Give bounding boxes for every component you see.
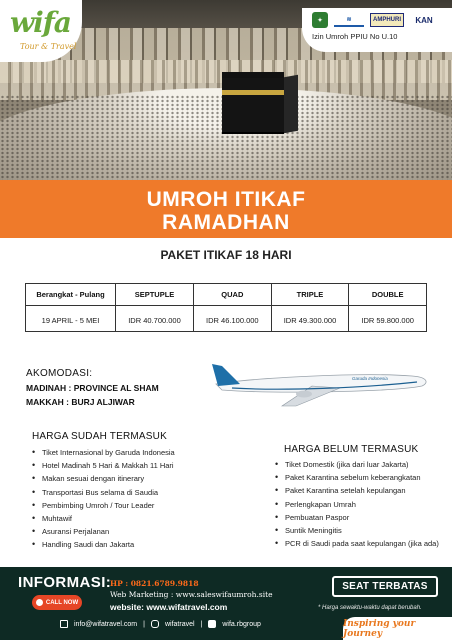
- list-item: • Paket Karantina sebelum keberangkatan: [275, 471, 439, 484]
- list-item: • Tiket Domestik (jika dari luar Jakarta): [275, 458, 439, 471]
- list-item: • Pembuatan Paspor: [275, 511, 439, 524]
- header-quad: QUAD: [194, 284, 272, 306]
- airplane-livery-label: Garuda Indonesia: [352, 376, 388, 381]
- cell-double-price: IDR 59.800.000: [349, 310, 427, 332]
- cell-triple-price: IDR 49.300.000: [271, 310, 349, 332]
- accommodation-makkah: MAKKAH : BURJ ALJIWAR: [26, 397, 135, 407]
- seat-terbatas-button[interactable]: SEAT TERBATAS: [332, 576, 438, 597]
- info-heading: INFORMASI:: [18, 574, 112, 591]
- list-item: • Handling Saudi dan Jakarta: [32, 538, 175, 551]
- kan-badge: KAN: [415, 15, 433, 25]
- badge-row: [312, 12, 438, 28]
- facebook-icon: [208, 620, 216, 628]
- website-link[interactable]: website: www.wifatravel.com: [110, 602, 228, 612]
- accommodation-madinah: MADINAH : PROVINCE AL SHAM: [26, 383, 159, 393]
- list-item: • Muhtawif: [32, 512, 175, 525]
- list-item: • Suntik Meningitis: [275, 524, 439, 537]
- airplane-image: [212, 358, 432, 410]
- license-text: Izin Umroh PPIU No U.10: [312, 32, 398, 41]
- certification-badges: [302, 8, 452, 52]
- contact-row: [60, 620, 261, 628]
- cell-septuple-price: IDR 40.700.000: [116, 310, 194, 332]
- table-row: [26, 310, 427, 332]
- facebook-link[interactable]: wifa.rbgroup: [222, 620, 261, 628]
- list-item: • Paket Karantina setelah kepulangan: [275, 484, 439, 497]
- header-triple: TRIPLE: [271, 284, 349, 306]
- tagline: Inspiring your Journey: [343, 617, 452, 640]
- separator: |: [143, 620, 145, 628]
- list-item: • Makan sesuai dengan itinerary: [32, 472, 175, 485]
- airplane-engine: [296, 391, 312, 398]
- excluded-list: [275, 458, 439, 550]
- header-double: DOUBLE: [349, 284, 427, 306]
- email-link[interactable]: info@wifatravel.com: [74, 620, 138, 628]
- list-item: • Asuransi Perjalanan: [32, 525, 175, 538]
- title-line-1: UMROH ITIKAF: [146, 188, 306, 211]
- web-marketing-link[interactable]: Web Marketing : www.saleswifaumroh.site: [110, 590, 273, 599]
- list-item: • Perlengkapan Umrah: [275, 498, 439, 511]
- cell-dates: 19 APRIL - 5 MEI: [26, 310, 116, 332]
- title-line-2: RAMADHAN: [162, 211, 290, 234]
- list-item: • PCR di Saudi pada saat kepulangan (jika ada): [275, 537, 439, 550]
- kemenag-logo-icon: ✦: [312, 12, 328, 28]
- included-list: [32, 446, 175, 552]
- separator: |: [200, 620, 203, 628]
- phone-icon: [36, 599, 43, 606]
- header-septuple: SEPTUPLE: [116, 284, 194, 306]
- brand-logo: [0, 0, 82, 64]
- call-now-button[interactable]: [32, 595, 82, 610]
- logo-subtitle: Tour & Travel: [20, 42, 77, 51]
- kaaba-gold-band: [222, 90, 284, 95]
- instagram-icon: [151, 620, 159, 628]
- table-header-row: [26, 284, 427, 306]
- included-heading: HARGA SUDAH TERMASUK: [32, 431, 167, 442]
- siskopatuh-logo-icon: ≋: [334, 13, 364, 27]
- cell-quad-price: IDR 46.100.000: [194, 310, 272, 332]
- call-now-label: CALL NOW: [45, 599, 79, 606]
- kaaba-side: [284, 75, 298, 133]
- list-item: • Hotel Madinah 5 Hari & Makkah 11 Hari: [32, 459, 175, 472]
- mail-icon: [60, 620, 68, 628]
- logo-text: wifa: [10, 6, 71, 39]
- airplane-tail: [212, 364, 240, 386]
- price-table: [25, 283, 427, 332]
- excluded-heading: HARGA BELUM TERMASUK: [284, 444, 419, 455]
- instagram-link[interactable]: wifatravel: [164, 620, 195, 628]
- accommodation-block: [26, 367, 159, 409]
- list-item: • Tiket Internasional by Garuda Indonesia: [32, 446, 175, 459]
- list-item: • Transportasi Bus selama di Saudia: [32, 486, 175, 499]
- list-item: • Pembimbing Umroh / Tour Leader: [32, 499, 175, 512]
- accommodation-heading: AKOMODASI:: [26, 368, 93, 379]
- price-disclaimer: * Harga sewaktu-waktu dapat berubah.: [318, 605, 422, 611]
- kaaba: [222, 72, 284, 132]
- phone-number[interactable]: HP : 0821.6789.9818: [110, 579, 199, 588]
- header-departure: Berangkat - Pulang: [26, 284, 116, 306]
- package-heading: PAKET ITIKAF 18 HARI: [160, 248, 292, 262]
- amphuri-badge: AMPHURI: [370, 13, 404, 27]
